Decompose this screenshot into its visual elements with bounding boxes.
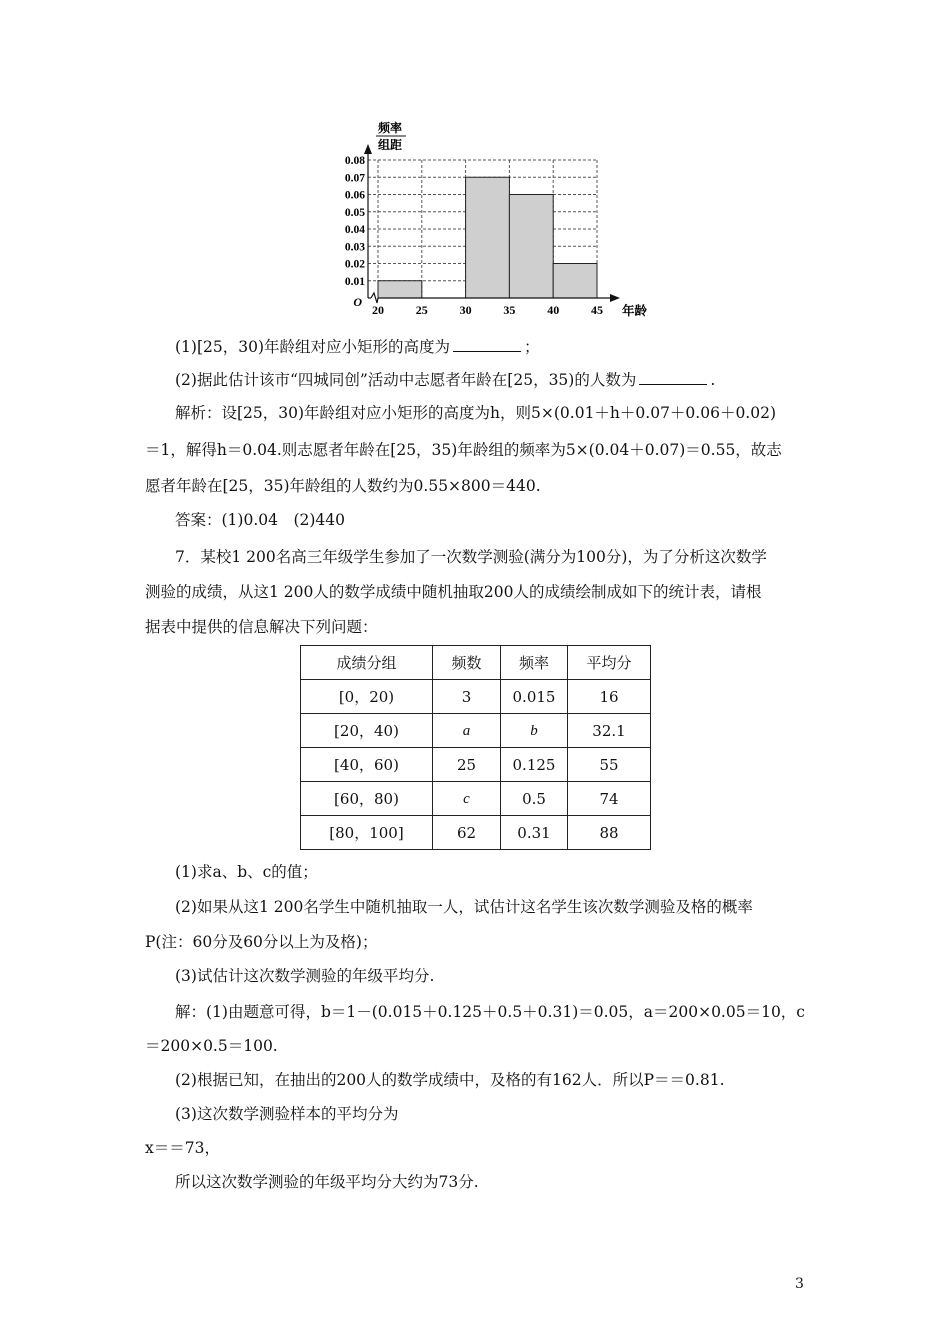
y-tick-label: 0.08	[344, 155, 365, 167]
header-frequency-count: 频数	[433, 646, 501, 680]
y-tick-label: 0.06	[344, 189, 365, 202]
q7-solution3-line1: (3)这次数学测验样本的平均分为	[175, 1105, 399, 1123]
q6-answer: 答案：(1)0.04 (2)440	[175, 511, 346, 529]
origin-label: O	[353, 295, 362, 309]
x-tick-label: 20	[372, 303, 384, 317]
q7-solution1-line2: ＝200×0.5＝100.	[145, 1037, 278, 1055]
y-axis-label-top: 频率	[378, 121, 403, 135]
x-tick-label: 35	[503, 303, 516, 317]
table-row: [60，80) c 0.5 74	[301, 782, 651, 816]
histogram-chart	[330, 118, 660, 323]
answer-blank-2	[639, 370, 707, 385]
q6-solution-line1: 解析：设[25，30)年龄组对应小矩形的高度为h，则5×(0.01＋h＋0.07＋0.06＋0.02)	[175, 404, 776, 422]
table-row: [0，20) 3 0.015 16	[301, 680, 651, 714]
x-axis-arrow	[610, 294, 620, 302]
q7-ask1: (1)求a、b、c的值；	[175, 863, 318, 881]
q7-intro-line3: 据表中提供的信息解决下列问题：	[145, 618, 378, 636]
y-axis-label-bottom: 组距	[378, 138, 403, 152]
header-score-group: 成绩分组	[301, 646, 433, 680]
score-table	[300, 645, 651, 850]
y-axis-arrow	[364, 144, 372, 154]
q6-part2: (2)据此估计该市“四城同创”活动中志愿者年龄在[25，35)的人数为 .	[175, 371, 716, 389]
page-number: 3	[795, 1276, 804, 1292]
histogram-bar	[553, 264, 597, 299]
y-tick-label: 0.02	[344, 258, 365, 271]
header-frequency: 频率	[501, 646, 568, 680]
y-tick-label: 0.03	[344, 241, 365, 254]
table-header-row	[301, 646, 651, 680]
q6-part1: (1)[25，30)年龄组对应小矩形的高度为 ；	[175, 338, 540, 356]
q6-solution-line3: 愿者年龄在[25，35)年龄组的人数约为0.55×800＝440.	[145, 477, 541, 495]
x-axis-label: 年龄	[622, 303, 648, 318]
q7-solution3-line2: x＝＝73，	[145, 1139, 220, 1157]
table-row: [20，40) a b 32.1	[301, 714, 651, 748]
header-average: 平均分	[568, 646, 651, 680]
table-row: [40，60) 25 0.125 55	[301, 748, 651, 782]
axis-break-zigzag	[371, 293, 378, 303]
q7-intro-line1: 7．某校1 200名高三年级学生参加了一次数学测验(满分为100分)，为了分析这次数学	[175, 548, 767, 566]
y-tick-label: 0.04	[344, 224, 365, 236]
histogram-bar	[509, 195, 553, 299]
q7-ask3: (3)试估计这次数学测验的年级平均分.	[175, 967, 435, 985]
q7-solution2: (2)根据已知，在抽出的200人的数学成绩中，及格的有162人．所以P＝＝0.81.	[175, 1071, 725, 1089]
answer-blank-1	[453, 337, 521, 352]
q7-ask2-line1: (2)如果从这1 200名学生中随机抽取一人，试估计这名学生该次数学测验及格的概率	[175, 898, 753, 916]
x-tick-label: 25	[415, 303, 428, 317]
y-tick-label: 0.05	[344, 206, 365, 219]
x-tick-label: 30	[459, 303, 472, 317]
chart-bars	[378, 177, 597, 298]
y-tick-label: 0.01	[344, 275, 365, 288]
table-row: [80，100] 62 0.31 88	[301, 816, 651, 850]
histogram-bar	[466, 177, 510, 298]
x-tick-label: 45	[591, 303, 603, 317]
q6-solution-line2: ＝1，解得h＝0.04.则志愿者年龄在[25，35)年龄组的频率为5×(0.04＋0.07)＝0.55，故志	[145, 441, 782, 459]
x-tick-label: 40	[547, 303, 560, 317]
q7-solution3-line3: 所以这次数学测验的年级平均分大约为73分.	[175, 1173, 479, 1191]
y-tick-label: 0.07	[344, 172, 365, 185]
q7-intro-line2: 测验的成绩，从这1 200人的数学成绩中随机抽取200人的成绩绘制成如下的统计表，请根	[145, 583, 762, 601]
q7-solution1-line1: 解：(1)由题意可得，b＝1－(0.015＋0.125＋0.5＋0.31)＝0.05，a＝200×0.05＝10，c	[175, 1003, 805, 1021]
q7-ask2-line2: P(注：60分及60分以上为及格)；	[145, 933, 378, 951]
histogram-bar	[378, 281, 422, 298]
